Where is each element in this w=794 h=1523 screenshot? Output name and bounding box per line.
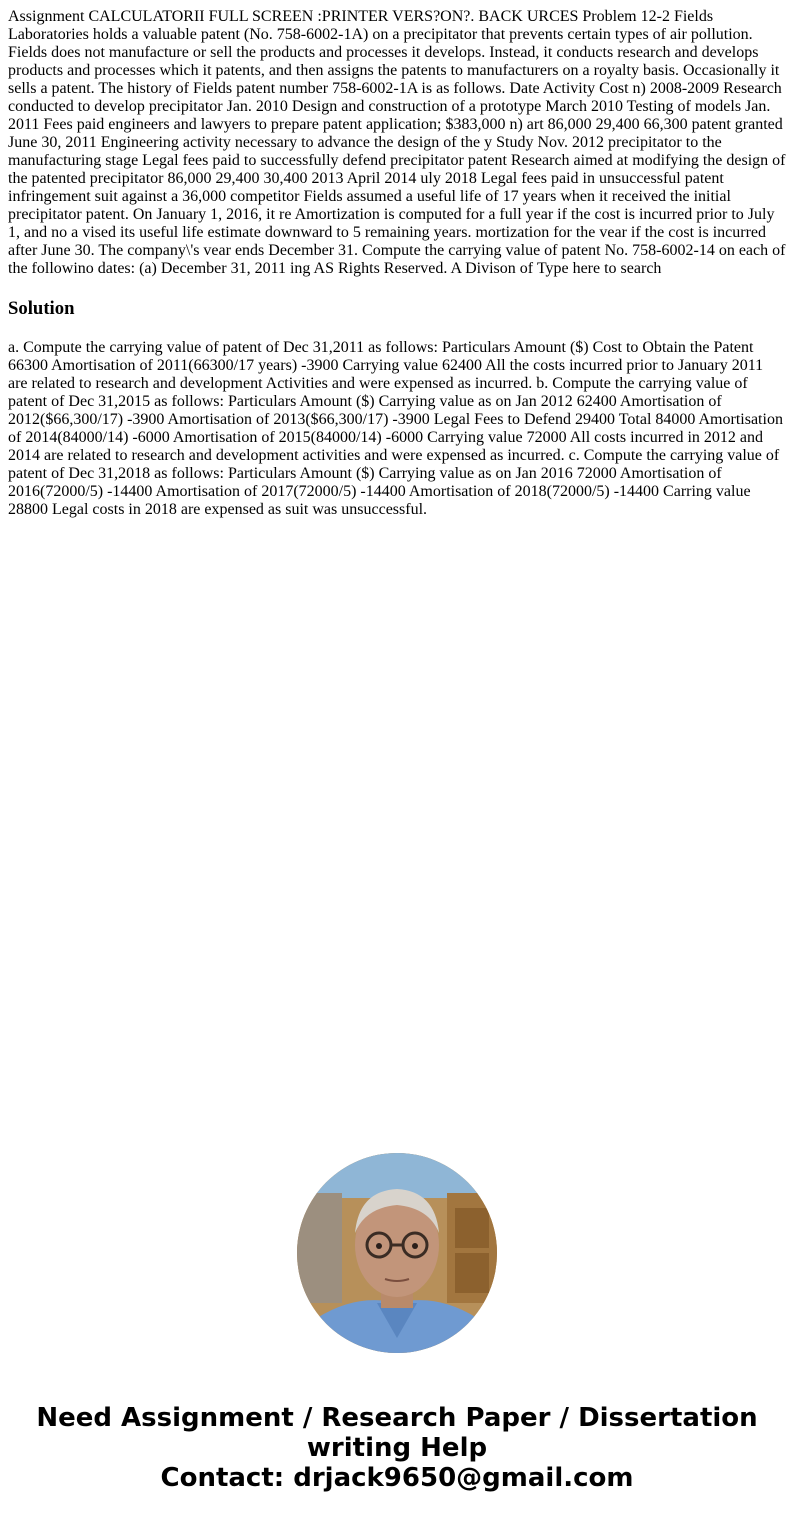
avatar-photo [297,1153,497,1353]
promo-line-1: Need Assignment / Research Paper / Dissertation [36,1403,758,1433]
solution-text: a. Compute the carrying value of patent of Dec 31,2011 as follows: Particulars Amount ($) Cost to Obtain the Patent 66300 Amortisation of 2011(66300/17 years) -3900 Carrying value 62400 All the costs incurred prior to January 2011 are related to research and development Activities and were expensed as incurred. b. Compute the carrying value of patent of Dec 31,2015 as follows: Particulars Amount ($) Carrying value as on Jan 2012 62400 Amortisation of 2012($66,300/17) -3900 Amortisation of 2013($66,300/17) -3900 Legal Fees to Defend 29400 Total 84000 Amortisation of 2014(84000/14) -6000 Amortisation of 2015(84000/14) -6000 Carrying value 72000 All costs incurred in 2012 and 2014 are related to research and development activities and were expensed as incurred. c. Compute the carrying value of patent of Dec 31,2018 as follows: Particulars Amount ($) Carrying value as on Jan 2016 72000 Amortisation of 2016(72000/5) -14400 Amortisation of 2017(72000/5) -14400 Amortisation of 2018(72000/5) -14400 Carring value 28800 Legal costs in 2018 are expensed as suit was unsuccessful. [8,339,783,518]
page-content [0,0,794,519]
promo-contact: Contact: drjack9650@gmail.com [160,1463,634,1493]
author-avatar [297,1153,497,1353]
solution-heading: Solution [8,298,75,319]
promo-line-2: writing Help [306,1433,488,1463]
promo-banner [0,1403,794,1493]
question-text: Assignment CALCULATORII FULL SCREEN :PRINTER VERS?ON?. BACK URCES Problem 12-2 Fields Laboratories holds a valuable patent (No. 758-6002-1A) on a precipitator that prevents certain types of air pollution. Fields does not manufacture or sell the products and processes it develops. Instead, it conducts research and develops products and processes which it patents, and then assigns the patents to manufacturers on a royalty basis. Occasionally it sells a patent. The history of Fields patent number 758-6002-1A is as follows. Date Activity Cost n) 2008-2009 Research conducted to develop precipitator Jan. 2010 Design and construction of a prototype March 2010 Testing of models Jan. 2011 Fees paid engineers and lawyers to prepare patent application; $383,000 n) art 86,000 29,400 66,300 patent granted June 30, 2011 Engineering activity necessary to advance the design of the y Study Nov. 2012 precipitator to the manufacturing stage Legal fees paid to successfully defend precipitator patent Research aimed at modifying the design of the patented precipitator 86,000 29,400 30,400 2013 April 2014 uly 2018 Legal fees paid in unsuccessful patent infringement suit against a 36,000 competitor Fields assumed a useful life of 17 years when it received the initial precipitator patent. On January 1, 2016, it re Amortization is computed for a full year if the cost is incurred prior to July 1, and no a vised its useful life estimate downward to 5 remaining years. mortization for the vear if the cost is incurred after June 30. The company\'s vear ends December 31. Compute the carrying value of patent No. 758-6002-14 on each of the followino dates: (a) December 31, 2011 ing AS Rights Reserved. A Divison of Type here to search [8,8,786,277]
